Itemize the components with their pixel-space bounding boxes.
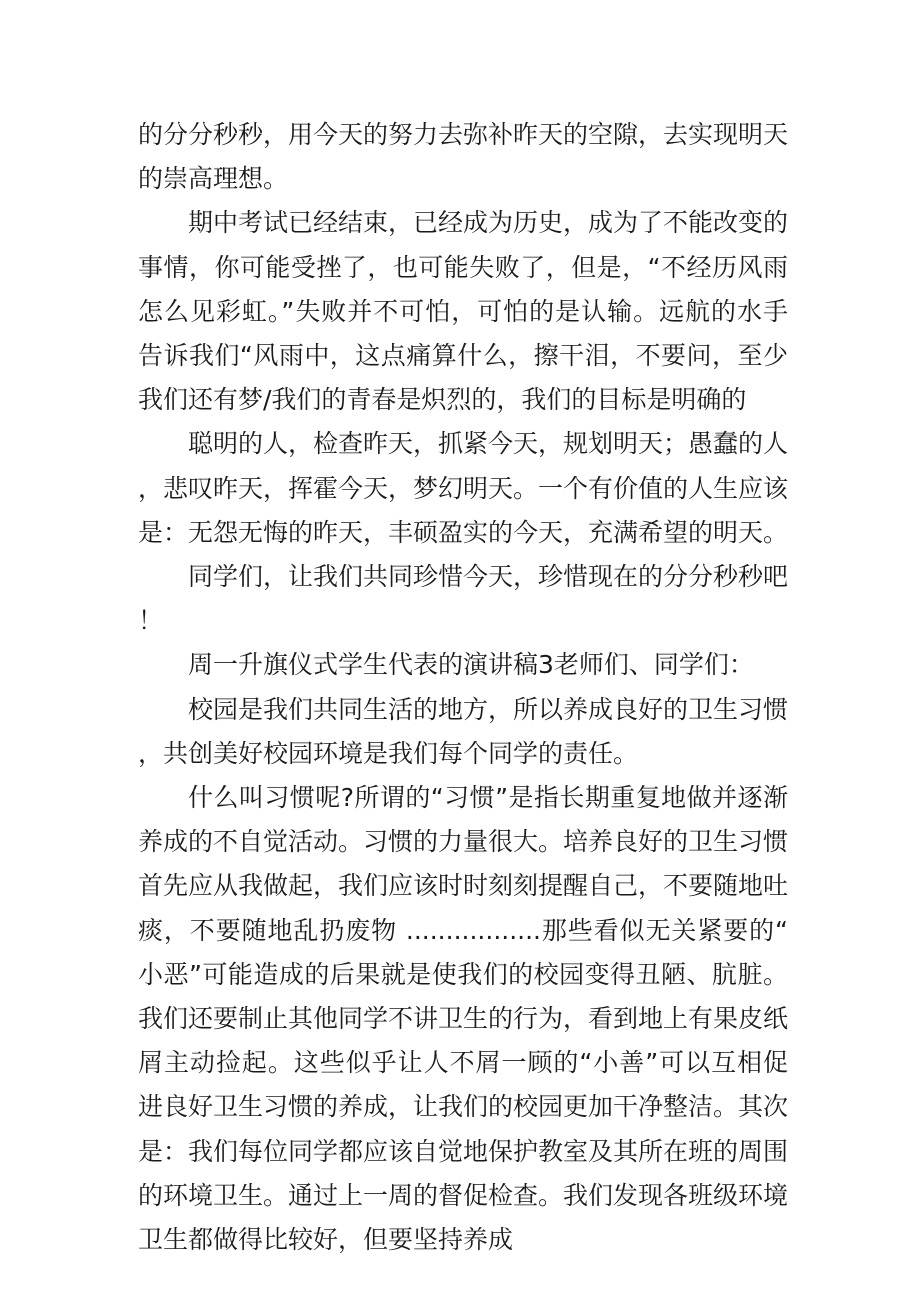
paragraph-continuation: 的分分秒秒，用今天的努力去弥补昨天的空隙，去实现明天的崇高理想。 [138,120,789,194]
speech-body [138,113,788,1262]
paragraph-cherish-today: 同学们，让我们共同珍惜今天，珍惜现在的分分秒秒吧！ [138,562,789,636]
paragraph-midterm-exam: 期中考试已经结束，已经成为历史，成为了不能改变的事情，你可能受挫了，也可能失败了，但是，“不经历风雨怎么见彩虹。”失败并不可怕，可怕的是认输。远航的水手告诉我们“风雨中，这点痛算什么，擦干泪，不要问，至少我们还有梦/我们的青春是炽烈的，我们的目标是明确的 [138,208,789,415]
paragraph-habits: 什么叫习惯呢?所谓的“习惯”是指长期重复地做并逐渐养成的不自觉活动。习惯的力量很大。培养良好的卫生习惯首先应从我做起，我们应该时时刻刻提醒自己，不要随地吐痰，不要随地乱扔废物 .................那些看似无关紧要的“小恶”可能造成的后果就是使我们的校园变得丑陋、肮脏。我们还要制止其他同学不讲卫生的行为，看到地上有果皮纸屑主动捡起。这些似乎让人不屑一顾的“小善”可以互相促进良好卫生习惯的养成，让我们的校园更加干净整洁。其次是：我们每位同学都应该自觉地保护教室及其所在班的周围的环境卫生。通过上一周的督促检查。我们发现各班级环境卫生都做得比较好，但要坚持养成 [138,783,789,1255]
paragraph-speech-heading: 周一升旗仪式学生代表的演讲稿3老师们、同学们： [188,650,754,680]
paragraph-campus-hygiene: 校园是我们共同生活的地方，所以养成良好的卫生习惯，共创美好校园环境是我们每个同学的责任。 [138,694,789,768]
paragraph-wise-and-foolish: 聪明的人，检查昨天，抓紧今天，规划明天；愚蠢的人，悲叹昨天，挥霍今天，梦幻明天。一个有价值的人生应该是：无怨无悔的昨天，丰硕盈实的今天，充满希望的明天。 [138,429,789,547]
